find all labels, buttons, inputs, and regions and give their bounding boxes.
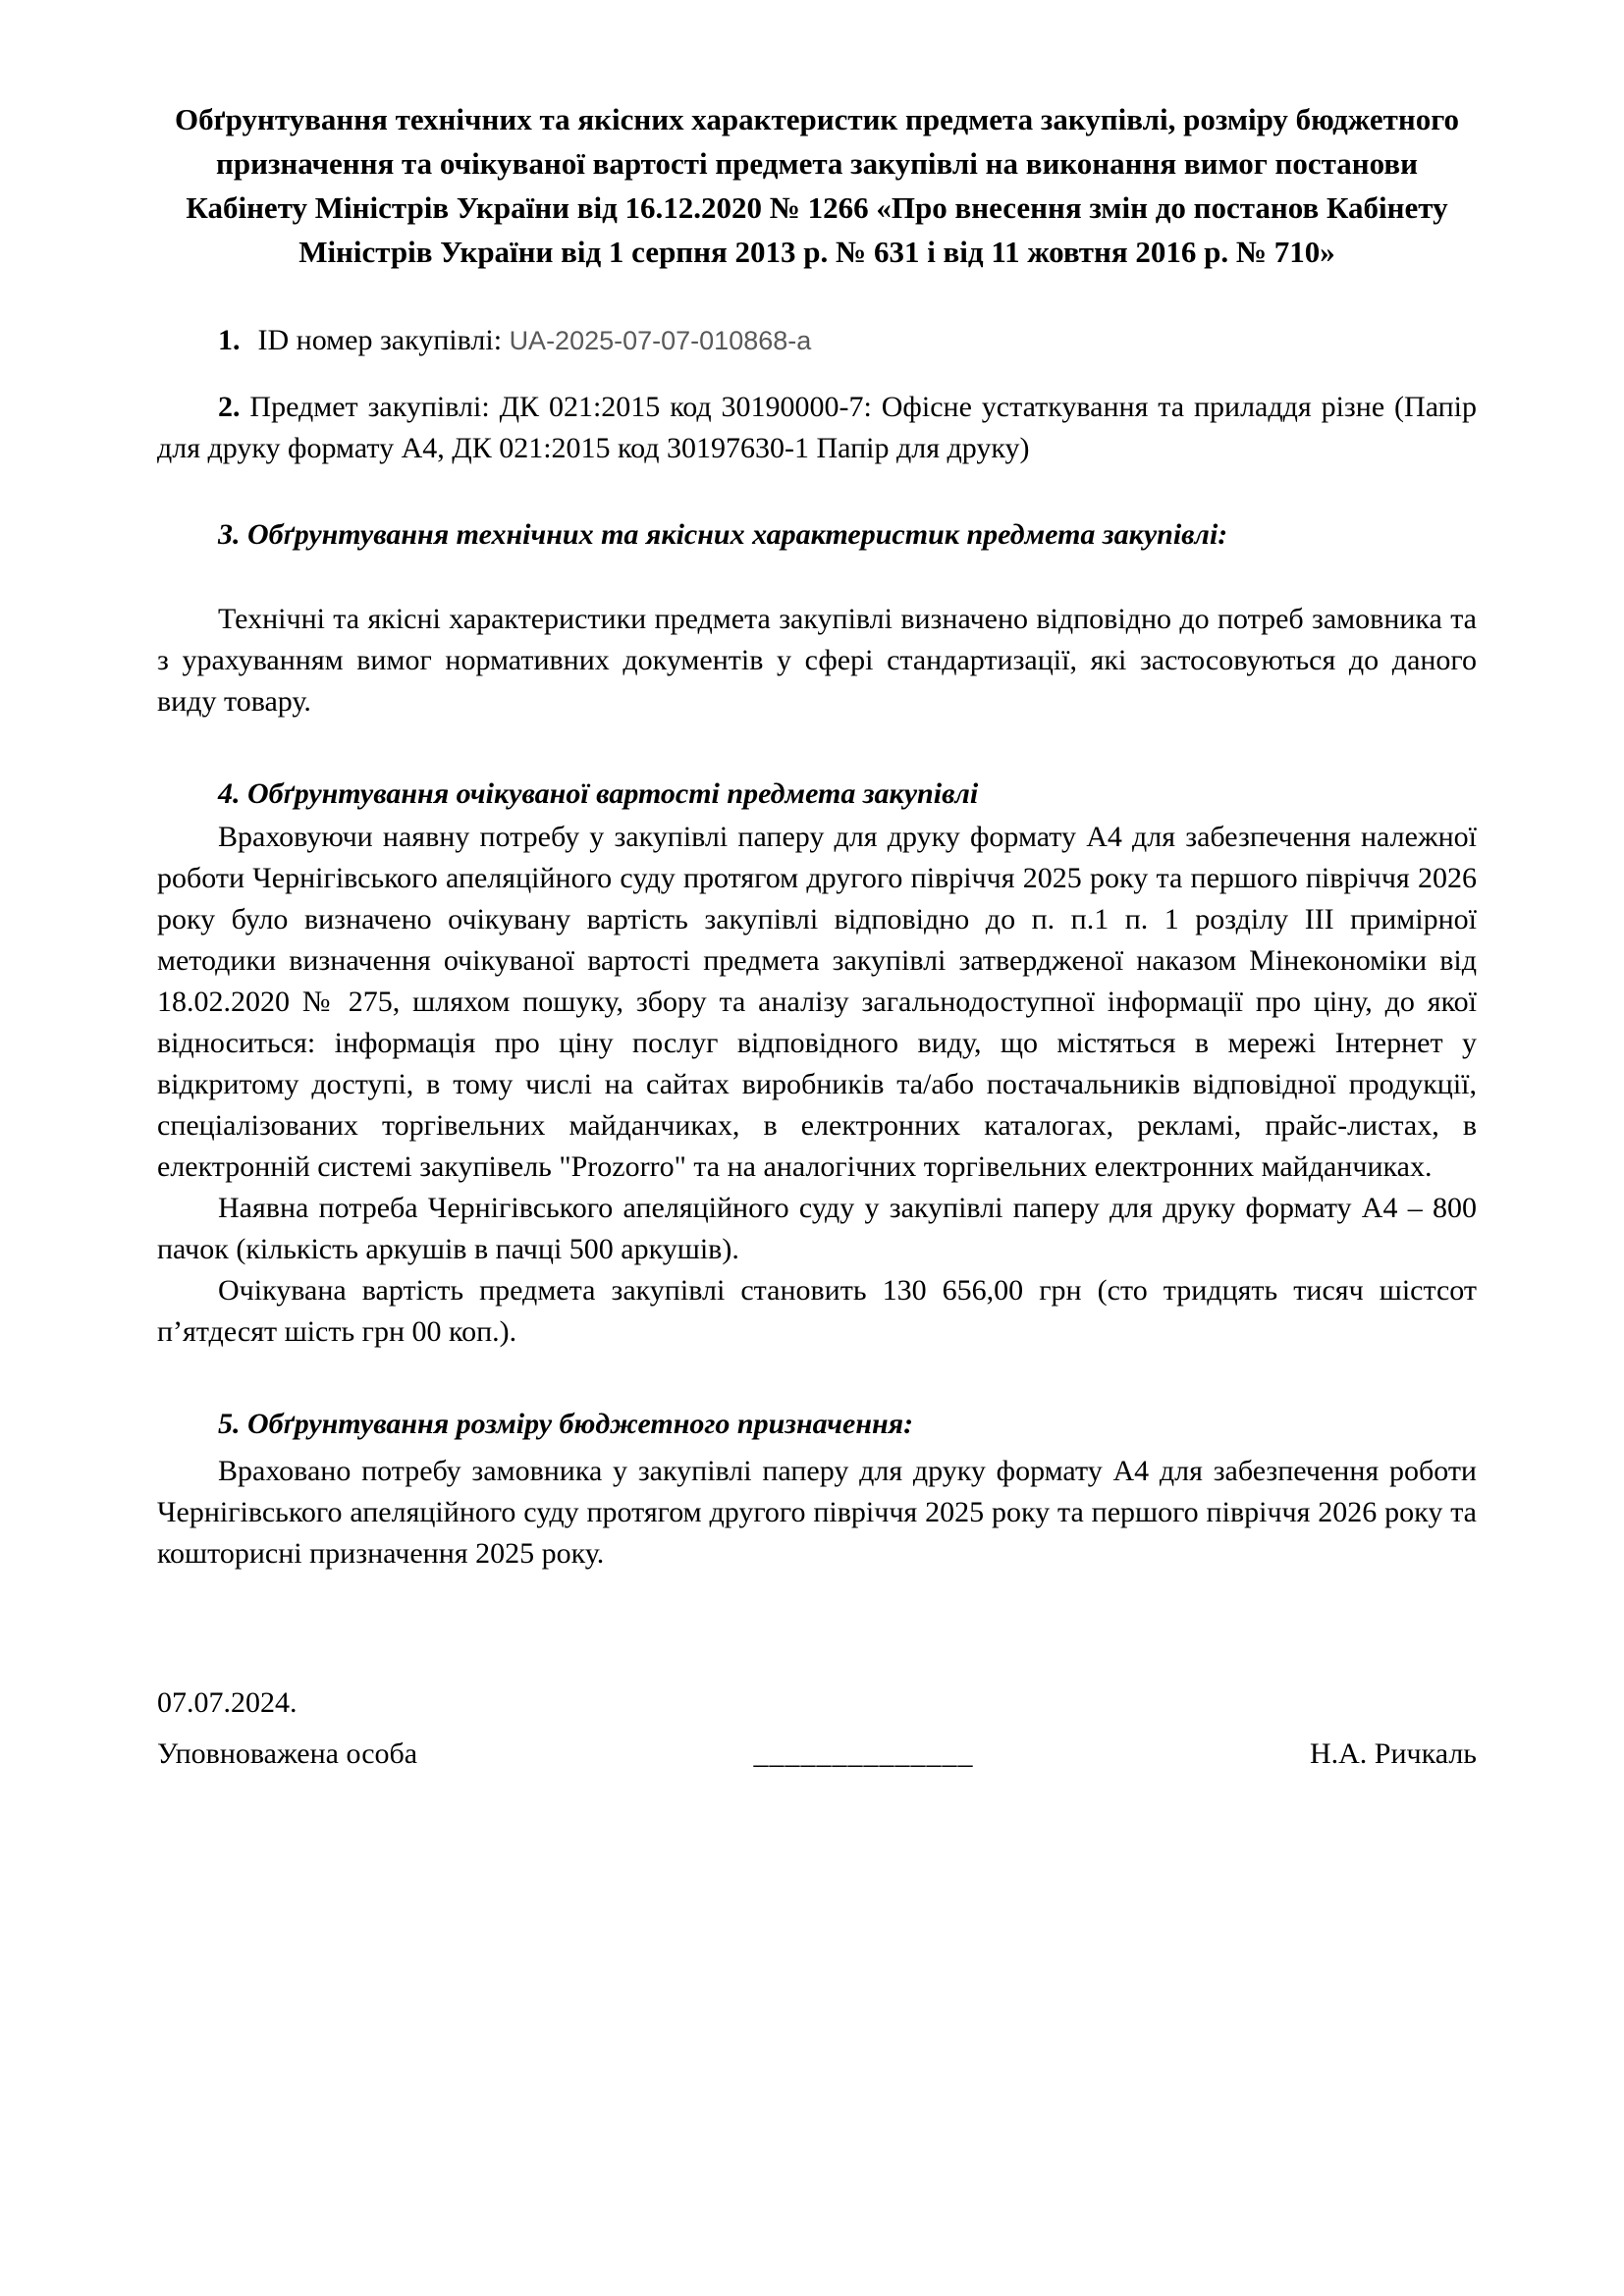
section-3-heading: 3. Обґрунтування технічних та якісних характеристик предмета закупівлі: [218, 517, 1228, 551]
signature-row [157, 1734, 1477, 1775]
signature-blank-line: ______________ [753, 1736, 974, 1770]
procurement-subject-text: Предмет закупівлі: ДК 021:2015 код 30190000-7: Офісне устаткування та приладдя різне (Папір для друку формату А4, ДК 021:2015 код 30197630-1 Папір для друку) [157, 390, 1478, 464]
section-4-heading: 4. Обґрунтування очікуваної вартості предмета закупівлі [218, 776, 979, 810]
procurement-subject-line [157, 387, 1477, 469]
item-2-number: 2. [218, 390, 241, 423]
procurement-id-line [157, 320, 1477, 361]
section-4-paragraph-3: Очікувана вартість предмета закупівлі становить 130 656,00 грн (сто тридцять тисяч шістсот п’ятдесят шість грн 00 коп.). [157, 1273, 1477, 1348]
section-4-paragraph-2: Наявна потреба Чернігівського апеляційного суду у закупівлі паперу для друку формату А4 – 800 пачок (кількість аркушів в пачці 500 аркушів). [157, 1191, 1477, 1265]
section-5-paragraph: Враховано потребу замовника у закупівлі паперу для друку формату А4 для забезпечення роботи Чернігівського апеляційного суду протягом другого півріччя 2025 року та першого півріччя 2026 року та кошторисні призначення 2025 року. [157, 1454, 1477, 1570]
document-title: Обґрунтування технічних та якісних характеристик предмета закупівлі, розміру бюджетного призначення та очікуваної вартості предмета закупівлі на виконання вимог постанови Кабінету Міністрів України від 16.12.2020 № 1266 «Про внесення змін до постанов Кабінету Міністрів України від 1 серпня 2013 р. № 631 і від 11 жовтня 2016 р. № 710» [175, 102, 1459, 269]
section-4-paragraph-1: Враховуючи наявну потребу у закупівлі паперу для друку формату А4 для забезпечення належної роботи Чернігівського апеляційного суду протягом другого півріччя 2025 року та першого півріччя 2026 року було визначено очікувану вартість закупівлі відповідно до п. п.1 п. 1 розділу ІІІ примірної методики визначення очікуваної вартості предмета закупівлі затвердженої наказом Мінекономіки від 18.02.2020 № 275, шляхом пошуку, збору та аналізу загальнодоступної інформації про ціну, до якої відноситься: інформація про ціну послуг відповідного виду, що містяться в мережі Інтернет у відкритому доступі, в тому числі на сайтах виробників та/або постачальників відповідної продукції, спеціалізованих торгівельних майданчиках, в електронних каталогах, рекламі, прайс-листах, в електронній системі закупівель "Prozorro" та на аналогічних торгівельних електронних майданчиках. [157, 820, 1477, 1183]
item-1-number: 1. [218, 323, 241, 356]
section-5-heading: 5. Обґрунтування розміру бюджетного призначення: [218, 1407, 914, 1440]
signatory-name: Н.А. Ричкаль [1309, 1736, 1477, 1770]
procurement-id-label: ID номер закупівлі: [257, 323, 503, 356]
procurement-id-value: UA-2025-07-07-010868-a [509, 325, 812, 355]
document-date: 07.07.2024. [157, 1685, 298, 1719]
section-3-paragraph: Технічні та якісні характеристики предмета закупівлі визначено відповідно до потреб замовника та з урахуванням вимог нормативних документів у сфері стандартизації, які застосовуються до даного виду товару. [157, 602, 1477, 718]
signatory-title: Уповноважена особа [157, 1736, 418, 1770]
